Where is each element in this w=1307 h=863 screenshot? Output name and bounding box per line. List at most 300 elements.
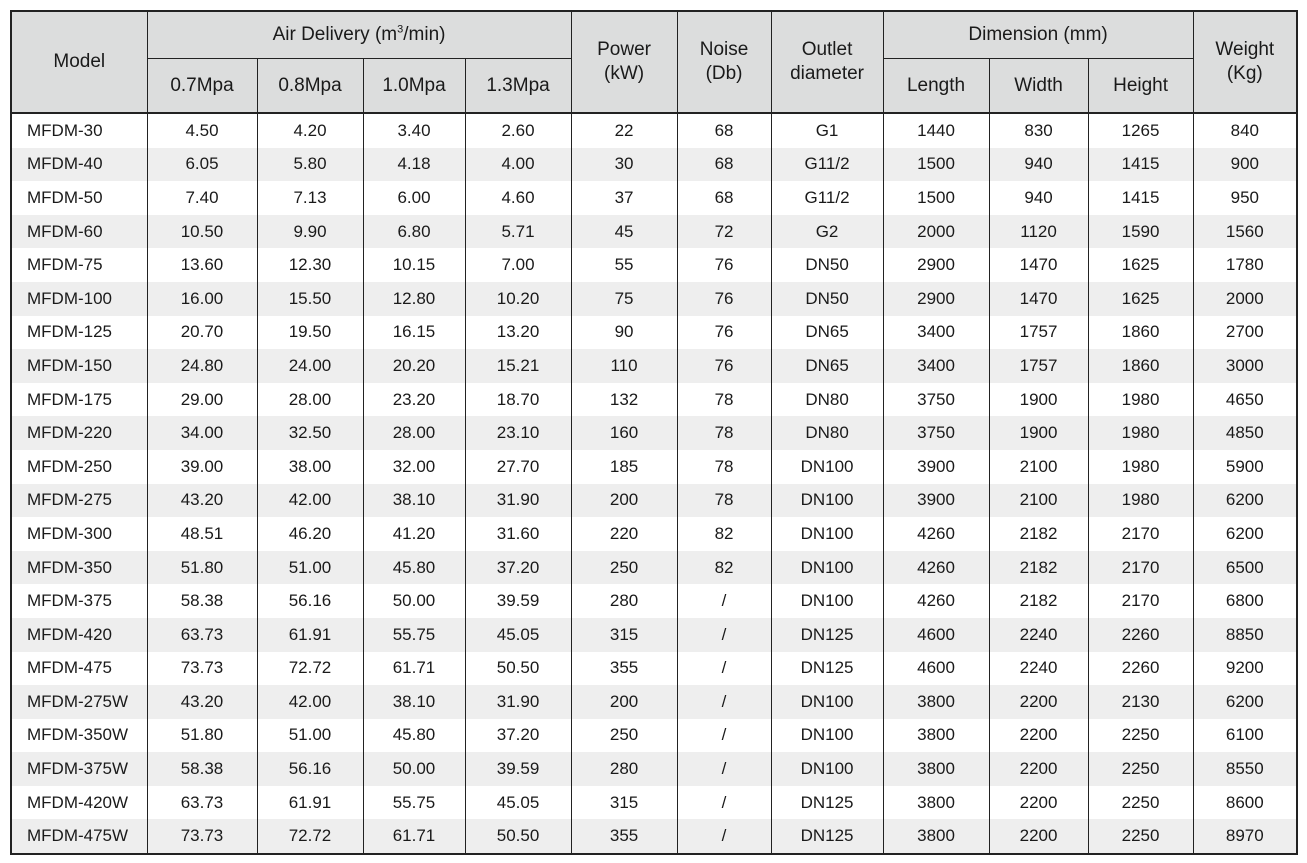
header-noise: Noise (Db) (677, 11, 771, 113)
cell-outlet: DN100 (771, 517, 883, 551)
cell-outlet: DN125 (771, 786, 883, 820)
cell-air-0.8: 56.16 (257, 584, 363, 618)
cell-outlet: DN125 (771, 618, 883, 652)
header-height: Height (1088, 59, 1193, 114)
cell-air-0.8: 72.72 (257, 652, 363, 686)
cell-width: 1757 (989, 316, 1088, 350)
cell-outlet: DN80 (771, 383, 883, 417)
cell-noise: 82 (677, 551, 771, 585)
cell-weight: 8850 (1193, 618, 1297, 652)
cell-length: 3800 (883, 786, 989, 820)
table-row (11, 517, 1297, 551)
cell-air-1.0: 55.75 (363, 786, 465, 820)
cell-air-1.3: 31.90 (465, 685, 571, 719)
cell-width: 1757 (989, 349, 1088, 383)
cell-power: 280 (571, 752, 677, 786)
cell-air-1.0: 50.00 (363, 752, 465, 786)
table-row (11, 215, 1297, 249)
cell-air-1.3: 4.00 (465, 148, 571, 182)
cell-noise: 68 (677, 113, 771, 148)
cell-air-1.0: 16.15 (363, 316, 465, 350)
cell-air-0.8: 28.00 (257, 383, 363, 417)
cell-noise: / (677, 685, 771, 719)
cell-air-0.7: 43.20 (147, 685, 257, 719)
table-row (11, 786, 1297, 820)
cell-outlet: DN100 (771, 450, 883, 484)
cell-width: 2240 (989, 618, 1088, 652)
cell-height: 2250 (1088, 752, 1193, 786)
cell-width: 1900 (989, 383, 1088, 417)
cell-outlet: DN100 (771, 752, 883, 786)
table-row (11, 819, 1297, 854)
cell-air-0.8: 46.20 (257, 517, 363, 551)
cell-air-1.3: 50.50 (465, 652, 571, 686)
cell-model: MFDM-275 (11, 484, 147, 518)
table-row (11, 148, 1297, 182)
table-row (11, 181, 1297, 215)
cell-outlet: DN125 (771, 819, 883, 854)
cell-power: 185 (571, 450, 677, 484)
cell-outlet: DN50 (771, 248, 883, 282)
cell-weight: 8600 (1193, 786, 1297, 820)
table-row (11, 282, 1297, 316)
cell-air-0.7: 43.20 (147, 484, 257, 518)
cell-air-1.3: 2.60 (465, 113, 571, 148)
cell-air-0.8: 42.00 (257, 685, 363, 719)
cell-outlet: DN100 (771, 719, 883, 753)
cell-width: 2182 (989, 551, 1088, 585)
cell-noise: 76 (677, 349, 771, 383)
cell-air-0.8: 42.00 (257, 484, 363, 518)
cell-weight: 6200 (1193, 484, 1297, 518)
cell-weight: 5900 (1193, 450, 1297, 484)
cell-model: MFDM-375W (11, 752, 147, 786)
cell-air-0.7: 13.60 (147, 248, 257, 282)
cell-length: 3800 (883, 719, 989, 753)
cell-outlet: DN100 (771, 584, 883, 618)
cell-weight: 4650 (1193, 383, 1297, 417)
cell-outlet: G2 (771, 215, 883, 249)
cell-noise: / (677, 786, 771, 820)
cell-height: 2170 (1088, 584, 1193, 618)
cell-air-0.7: 4.50 (147, 113, 257, 148)
cell-air-0.7: 48.51 (147, 517, 257, 551)
cell-height: 1860 (1088, 316, 1193, 350)
table-row (11, 316, 1297, 350)
cell-air-0.7: 7.40 (147, 181, 257, 215)
table-row (11, 484, 1297, 518)
cell-outlet: DN50 (771, 282, 883, 316)
cell-air-1.0: 20.20 (363, 349, 465, 383)
table-row (11, 652, 1297, 686)
cell-air-1.3: 27.70 (465, 450, 571, 484)
table-row (11, 719, 1297, 753)
cell-height: 1265 (1088, 113, 1193, 148)
cell-noise: 72 (677, 215, 771, 249)
cell-air-1.0: 55.75 (363, 618, 465, 652)
cell-weight: 2000 (1193, 282, 1297, 316)
cell-model: MFDM-350 (11, 551, 147, 585)
cell-noise: 76 (677, 282, 771, 316)
cell-air-1.3: 18.70 (465, 383, 571, 417)
cell-air-0.8: 38.00 (257, 450, 363, 484)
cell-air-1.0: 45.80 (363, 719, 465, 753)
cell-air-0.7: 34.00 (147, 416, 257, 450)
cell-air-0.8: 4.20 (257, 113, 363, 148)
cell-model: MFDM-275W (11, 685, 147, 719)
cell-weight: 950 (1193, 181, 1297, 215)
cell-air-1.3: 45.05 (465, 786, 571, 820)
cell-air-1.3: 13.20 (465, 316, 571, 350)
cell-height: 2250 (1088, 819, 1193, 854)
cell-height: 2170 (1088, 551, 1193, 585)
header-weight: Weight (Kg) (1193, 11, 1297, 113)
cell-width: 940 (989, 181, 1088, 215)
table-row (11, 113, 1297, 148)
table-row (11, 416, 1297, 450)
cell-air-0.7: 51.80 (147, 551, 257, 585)
cell-height: 1415 (1088, 148, 1193, 182)
cell-outlet: G11/2 (771, 181, 883, 215)
cell-height: 1980 (1088, 383, 1193, 417)
cell-power: 37 (571, 181, 677, 215)
cell-length: 3750 (883, 383, 989, 417)
cell-power: 160 (571, 416, 677, 450)
cell-air-0.7: 73.73 (147, 819, 257, 854)
cell-length: 3400 (883, 316, 989, 350)
cell-air-1.0: 28.00 (363, 416, 465, 450)
cell-air-1.0: 32.00 (363, 450, 465, 484)
header-pressure-0.8: 0.8Mpa (257, 59, 363, 114)
cell-width: 2240 (989, 652, 1088, 686)
cell-height: 1980 (1088, 416, 1193, 450)
cell-width: 1900 (989, 416, 1088, 450)
cell-noise: / (677, 584, 771, 618)
header-dimension: Dimension (mm) (883, 11, 1193, 59)
cell-outlet: DN80 (771, 416, 883, 450)
cell-height: 1590 (1088, 215, 1193, 249)
header-outlet: Outlet diameter (771, 11, 883, 113)
cell-length: 3900 (883, 450, 989, 484)
cell-length: 3750 (883, 416, 989, 450)
cell-noise: 78 (677, 450, 771, 484)
cell-width: 830 (989, 113, 1088, 148)
cell-noise: / (677, 652, 771, 686)
cell-model: MFDM-475W (11, 819, 147, 854)
header-pressure-0.7: 0.7Mpa (147, 59, 257, 114)
cell-weight: 6800 (1193, 584, 1297, 618)
cell-weight: 8550 (1193, 752, 1297, 786)
cell-air-0.7: 16.00 (147, 282, 257, 316)
cell-air-1.3: 39.59 (465, 752, 571, 786)
cell-power: 110 (571, 349, 677, 383)
table-row (11, 551, 1297, 585)
cell-noise: / (677, 719, 771, 753)
cell-height: 1625 (1088, 282, 1193, 316)
cell-air-0.7: 6.05 (147, 148, 257, 182)
cell-air-1.0: 50.00 (363, 584, 465, 618)
cell-air-1.3: 15.21 (465, 349, 571, 383)
header-model: Model (11, 11, 147, 113)
cell-noise: 68 (677, 148, 771, 182)
cell-weight: 8970 (1193, 819, 1297, 854)
cell-weight: 1560 (1193, 215, 1297, 249)
cell-air-1.0: 61.71 (363, 652, 465, 686)
cell-power: 90 (571, 316, 677, 350)
cell-length: 2900 (883, 282, 989, 316)
cell-air-0.7: 63.73 (147, 786, 257, 820)
cell-model: MFDM-125 (11, 316, 147, 350)
cell-model: MFDM-475 (11, 652, 147, 686)
cell-power: 55 (571, 248, 677, 282)
cell-length: 2000 (883, 215, 989, 249)
cell-noise: / (677, 819, 771, 854)
cell-height: 1415 (1088, 181, 1193, 215)
cell-length: 4260 (883, 584, 989, 618)
cell-power: 132 (571, 383, 677, 417)
cell-weight: 2700 (1193, 316, 1297, 350)
cell-height: 1980 (1088, 484, 1193, 518)
cell-air-0.8: 19.50 (257, 316, 363, 350)
cell-length: 3800 (883, 819, 989, 854)
cell-noise: / (677, 752, 771, 786)
cell-noise: 78 (677, 484, 771, 518)
table-header (11, 11, 1297, 113)
cell-weight: 4850 (1193, 416, 1297, 450)
cell-model: MFDM-420W (11, 786, 147, 820)
cell-length: 4600 (883, 618, 989, 652)
cell-air-1.3: 5.71 (465, 215, 571, 249)
cell-air-0.7: 29.00 (147, 383, 257, 417)
cell-air-1.3: 37.20 (465, 719, 571, 753)
cell-air-1.0: 41.20 (363, 517, 465, 551)
cell-weight: 840 (1193, 113, 1297, 148)
cell-air-0.8: 61.91 (257, 618, 363, 652)
cell-air-0.7: 51.80 (147, 719, 257, 753)
cell-air-0.7: 73.73 (147, 652, 257, 686)
cell-width: 2200 (989, 719, 1088, 753)
cell-power: 250 (571, 719, 677, 753)
cell-air-0.8: 15.50 (257, 282, 363, 316)
cell-noise: 68 (677, 181, 771, 215)
cell-width: 1120 (989, 215, 1088, 249)
cell-model: MFDM-150 (11, 349, 147, 383)
cell-model: MFDM-375 (11, 584, 147, 618)
cell-power: 355 (571, 819, 677, 854)
cell-air-0.8: 51.00 (257, 551, 363, 585)
cell-outlet: DN100 (771, 551, 883, 585)
cell-height: 2260 (1088, 652, 1193, 686)
cell-model: MFDM-250 (11, 450, 147, 484)
cell-width: 2200 (989, 752, 1088, 786)
cell-power: 200 (571, 685, 677, 719)
cell-air-1.0: 6.80 (363, 215, 465, 249)
cell-height: 1860 (1088, 349, 1193, 383)
cell-model: MFDM-75 (11, 248, 147, 282)
cell-height: 2170 (1088, 517, 1193, 551)
cell-outlet: DN100 (771, 685, 883, 719)
cell-weight: 900 (1193, 148, 1297, 182)
header-pressure-1.3: 1.3Mpa (465, 59, 571, 114)
cell-length: 3800 (883, 685, 989, 719)
cell-power: 75 (571, 282, 677, 316)
table-row (11, 618, 1297, 652)
cell-air-0.8: 51.00 (257, 719, 363, 753)
cell-air-0.8: 56.16 (257, 752, 363, 786)
cell-outlet: G11/2 (771, 148, 883, 182)
spec-table (10, 10, 1298, 855)
cell-power: 315 (571, 618, 677, 652)
cell-air-1.3: 50.50 (465, 819, 571, 854)
cell-air-1.3: 4.60 (465, 181, 571, 215)
cell-height: 2250 (1088, 719, 1193, 753)
cell-air-1.3: 7.00 (465, 248, 571, 282)
cell-power: 30 (571, 148, 677, 182)
cell-outlet: DN100 (771, 484, 883, 518)
cell-noise: 76 (677, 248, 771, 282)
cell-weight: 1780 (1193, 248, 1297, 282)
table-row (11, 248, 1297, 282)
cell-air-1.0: 3.40 (363, 113, 465, 148)
cell-length: 3400 (883, 349, 989, 383)
cell-power: 200 (571, 484, 677, 518)
cell-air-0.8: 32.50 (257, 416, 363, 450)
cell-weight: 6500 (1193, 551, 1297, 585)
cell-power: 250 (571, 551, 677, 585)
cell-noise: 78 (677, 416, 771, 450)
table-row (11, 752, 1297, 786)
cell-noise: 78 (677, 383, 771, 417)
header-pressure-1.0: 1.0Mpa (363, 59, 465, 114)
cell-air-0.8: 9.90 (257, 215, 363, 249)
cell-model: MFDM-100 (11, 282, 147, 316)
cell-air-1.3: 23.10 (465, 416, 571, 450)
cell-weight: 3000 (1193, 349, 1297, 383)
cell-air-0.8: 61.91 (257, 786, 363, 820)
cell-weight: 6200 (1193, 685, 1297, 719)
cell-air-1.0: 10.15 (363, 248, 465, 282)
cell-power: 315 (571, 786, 677, 820)
cell-height: 2250 (1088, 786, 1193, 820)
cell-air-1.0: 12.80 (363, 282, 465, 316)
cell-air-0.7: 20.70 (147, 316, 257, 350)
cell-outlet: DN65 (771, 349, 883, 383)
cell-noise: 82 (677, 517, 771, 551)
cell-width: 1470 (989, 248, 1088, 282)
cell-air-1.0: 61.71 (363, 819, 465, 854)
cell-width: 2100 (989, 450, 1088, 484)
cell-model: MFDM-420 (11, 618, 147, 652)
cell-air-0.8: 5.80 (257, 148, 363, 182)
cell-air-0.7: 24.80 (147, 349, 257, 383)
cell-air-1.0: 4.18 (363, 148, 465, 182)
table-row (11, 584, 1297, 618)
header-length: Length (883, 59, 989, 114)
cell-air-0.8: 24.00 (257, 349, 363, 383)
cell-model: MFDM-220 (11, 416, 147, 450)
cell-width: 2200 (989, 819, 1088, 854)
cell-length: 3900 (883, 484, 989, 518)
cell-model: MFDM-40 (11, 148, 147, 182)
cell-air-1.0: 38.10 (363, 484, 465, 518)
cell-height: 1980 (1088, 450, 1193, 484)
cell-power: 355 (571, 652, 677, 686)
cell-air-1.3: 10.20 (465, 282, 571, 316)
cell-power: 220 (571, 517, 677, 551)
cell-air-1.0: 38.10 (363, 685, 465, 719)
cell-length: 3800 (883, 752, 989, 786)
cell-air-1.3: 31.90 (465, 484, 571, 518)
cell-noise: / (677, 618, 771, 652)
cell-air-1.3: 45.05 (465, 618, 571, 652)
cell-air-1.0: 23.20 (363, 383, 465, 417)
header-power: Power (kW) (571, 11, 677, 113)
table-row (11, 383, 1297, 417)
cell-length: 4260 (883, 551, 989, 585)
cell-air-1.0: 6.00 (363, 181, 465, 215)
table-row (11, 685, 1297, 719)
cell-air-0.8: 7.13 (257, 181, 363, 215)
cell-length: 4260 (883, 517, 989, 551)
cell-noise: 76 (677, 316, 771, 350)
cell-power: 22 (571, 113, 677, 148)
cell-width: 2100 (989, 484, 1088, 518)
cell-model: MFDM-300 (11, 517, 147, 551)
cell-length: 1500 (883, 148, 989, 182)
cell-width: 940 (989, 148, 1088, 182)
cell-outlet: G1 (771, 113, 883, 148)
cell-air-1.3: 39.59 (465, 584, 571, 618)
cell-height: 2260 (1088, 618, 1193, 652)
cell-width: 2182 (989, 517, 1088, 551)
cell-weight: 6200 (1193, 517, 1297, 551)
cell-air-1.3: 31.60 (465, 517, 571, 551)
cell-height: 2130 (1088, 685, 1193, 719)
table-row (11, 450, 1297, 484)
cell-model: MFDM-50 (11, 181, 147, 215)
table-row (11, 349, 1297, 383)
cell-air-1.0: 45.80 (363, 551, 465, 585)
cell-air-0.7: 39.00 (147, 450, 257, 484)
cell-power: 280 (571, 584, 677, 618)
header-air-delivery: Air Delivery $(m^3/\min)$ (147, 11, 571, 59)
cell-outlet: DN65 (771, 316, 883, 350)
cell-model: MFDM-60 (11, 215, 147, 249)
cell-length: 1440 (883, 113, 989, 148)
cell-air-0.7: 58.38 (147, 584, 257, 618)
cell-width: 2200 (989, 786, 1088, 820)
cell-width: 1470 (989, 282, 1088, 316)
cell-air-0.8: 72.72 (257, 819, 363, 854)
cell-model: MFDM-30 (11, 113, 147, 148)
cell-air-0.7: 63.73 (147, 618, 257, 652)
cell-length: 4600 (883, 652, 989, 686)
header-width: Width (989, 59, 1088, 114)
cell-outlet: DN125 (771, 652, 883, 686)
table-body (11, 113, 1297, 854)
cell-length: 1500 (883, 181, 989, 215)
cell-model: MFDM-350W (11, 719, 147, 753)
cell-weight: 6100 (1193, 719, 1297, 753)
cell-height: 1625 (1088, 248, 1193, 282)
cell-air-0.7: 58.38 (147, 752, 257, 786)
cell-length: 2900 (883, 248, 989, 282)
cell-weight: 9200 (1193, 652, 1297, 686)
cell-air-0.7: 10.50 (147, 215, 257, 249)
cell-air-0.8: 12.30 (257, 248, 363, 282)
cell-width: 2200 (989, 685, 1088, 719)
cell-model: MFDM-175 (11, 383, 147, 417)
